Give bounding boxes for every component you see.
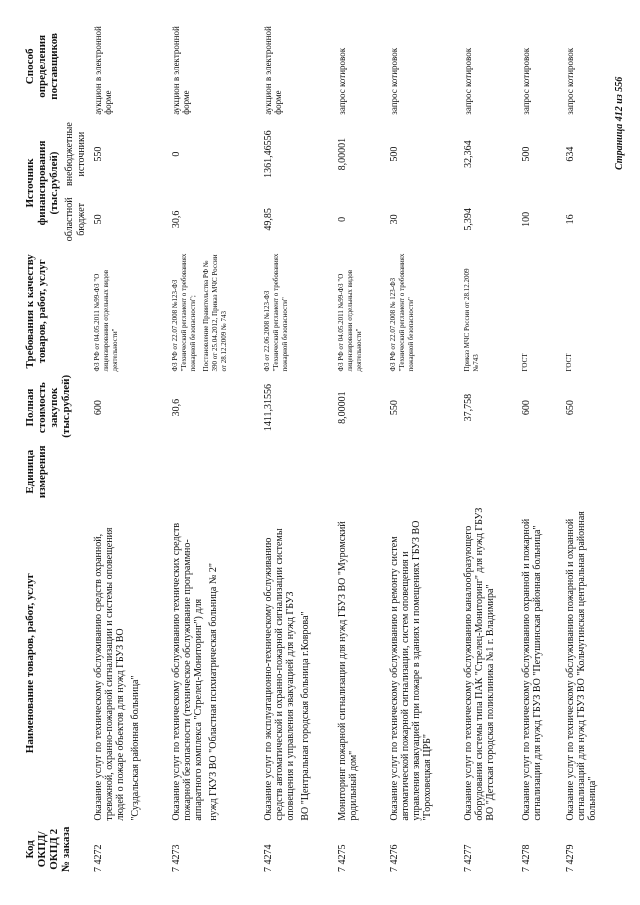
table-row [260, 15, 334, 875]
item-name: Оказание услуг по техническому обслуживанию охранной и пожарной сигнализации для нужд ГБУЗ ВО "Петушинская районная больница" [521, 518, 543, 821]
total-cost: 600 [521, 400, 532, 416]
financing-extrabudget: 550 [93, 146, 104, 162]
item-name-cell [386, 503, 460, 824]
item-name: Оказание услуг по техническому обслуживанию и ремонту систем автоматической пожарной сигнализации, систем оповещения и управления эвакуацией при пожаре в зданиях и помещениях ГБУЗ ВО "Гороховецкая ЦРБ" [389, 520, 433, 821]
procurement-method: аукцион в электронной форме [171, 26, 191, 115]
procurement-method: запрос котировок [521, 47, 531, 115]
item-name: Оказание услуг по эксплуатационно-техническому обслуживанию средств автоматической и охранно-пожарной сигнализации системы оповещения и управления эвакуацией для нужд ГБУЗ [263, 528, 296, 821]
requirements: Приказ МЧС России от 28.12.2009 №743 [463, 268, 480, 372]
financing-regional: 49,85 [263, 208, 274, 231]
order-code: 7 4274 [263, 844, 274, 872]
financing-regional: 50 [93, 214, 104, 225]
financing-extrabudget: 32,364 [463, 140, 474, 168]
header-cost: Полная стоимость закупок (тыс.рублей) [24, 374, 72, 438]
financing-extrabudget: 1361,46556 [263, 130, 274, 178]
item-name-cell [334, 503, 386, 824]
financing-regional: 30 [389, 214, 400, 225]
table-row [386, 15, 460, 875]
total-cost: 30,6 [171, 398, 182, 417]
total-cost: 600 [93, 400, 104, 416]
financing-regional: 30,6 [171, 210, 182, 229]
item-customer: нужд ГКУЗ ВО "Областная психиатрическая больница № 2" [208, 563, 219, 821]
financing-extrabudget: 500 [521, 146, 532, 162]
requirements: ФЗ РФ от 04.05.2011 №99-ФЗ "О лицензировании отдельных видов деятельности" [337, 269, 363, 372]
requirements: ФЗ РФ от 04.05.2011 №99-ФЗ "О лицензировании отдельных видов деятельности" [93, 269, 119, 372]
procurement-method: запрос котировок [463, 47, 473, 115]
requirements-cell [260, 248, 334, 374]
order-code: 7 4278 [521, 844, 532, 872]
order-code: 7 4276 [389, 844, 400, 872]
header-financing-extrabudget: внебюджетные источники [64, 122, 87, 186]
unit [562, 441, 606, 503]
table-row [562, 15, 606, 875]
total-cost: 1411,31556 [263, 384, 274, 432]
requirements: ФЗ РФ от 22.07.2008 №123-ФЗ "Технический регламент о требованиях пожарной безопасности"; [171, 253, 197, 372]
header-financing: Источник финансирования (тыс.рублей) [24, 140, 60, 226]
financing-extrabudget: 8,00001 [337, 137, 348, 171]
item-name-cell [168, 503, 260, 824]
item-customer: "Суздальская районная больница" [130, 675, 141, 821]
table-row [334, 15, 386, 875]
item-name: Оказание услуг по техническому обслуживанию каналообразующего оборудования системы типа ПАК "Стрелец-Мониторинг" для нужд ГБУЗ ВО "Детская городская поликлиника №1 г. Владимира" [463, 507, 496, 821]
requirements-cell [334, 248, 386, 374]
procurement-method: запрос котировок [389, 47, 399, 115]
procurement-method: аукцион в электронной форме [93, 26, 113, 115]
header-code: Код ОКПД/ ОКПД 2 № заказа [24, 826, 72, 872]
financing-extrabudget: 500 [389, 146, 400, 162]
requirements-cell [386, 248, 460, 374]
requirements: ГОСТ [521, 353, 529, 372]
order-code: 7 4277 [463, 844, 474, 872]
table-row [460, 15, 518, 875]
order-code: 7 4273 [171, 844, 182, 872]
financing-regional: 5,394 [463, 208, 474, 231]
order-code: 7 4272 [93, 844, 104, 872]
financing-regional: 16 [565, 214, 576, 225]
requirements: ФЗ РФ от 22.07.2008 № 123-ФЗ "Технический регламент о требованиях пожарной безопасности" [389, 253, 415, 372]
requirements-cell [518, 248, 562, 374]
requirements: ГОСТ [565, 353, 573, 372]
item-name-cell [562, 503, 606, 824]
total-cost: 550 [389, 400, 400, 416]
total-cost: 8,00001 [337, 391, 348, 424]
table-row [168, 15, 260, 875]
order-code: 7 4275 [337, 844, 348, 872]
procurement-method: запрос котировок [565, 47, 575, 115]
item-name: Оказание услуг по техническому обслуживанию пожарной и охранной сигнализаций для нужд ГБУЗ ВО "Кольчугинская центральная районная больница" [565, 511, 598, 821]
financing-regional: 0 [337, 216, 348, 222]
procurement-method: аукцион в электронной форме [263, 26, 283, 115]
table-row [90, 15, 168, 875]
requirements-cell [90, 248, 168, 374]
table-row [518, 15, 562, 875]
item-name-cell [460, 503, 518, 824]
page-number: Страница 412 из 556 [614, 76, 625, 170]
requirements-cell [562, 248, 606, 374]
item-name-cell [260, 503, 334, 824]
financing-regional: 100 [521, 211, 532, 227]
unit [334, 441, 386, 503]
header-unit: Единица измерения [24, 445, 48, 499]
total-cost: 37,758 [463, 393, 474, 422]
unit [168, 441, 260, 503]
order-code: 7 4279 [565, 844, 576, 872]
financing-extrabudget: 634 [565, 146, 576, 162]
total-cost: 650 [565, 400, 576, 416]
requirements-cell [460, 248, 518, 374]
table-body [90, 15, 606, 875]
unit [90, 441, 168, 503]
unit [460, 441, 518, 503]
item-name: Оказание услуг по техническому обслуживанию технических средств пожарной безопасности (техническое обслуживание программно-аппаратного комплекса "Стрелец-Мониторинг") для [171, 522, 204, 821]
header-name: Наименование товаров, работ, услуг [24, 573, 36, 754]
requirements-extra: Постановление Правительства РФ № 390 от 25.04.2012, Приказ МЧС России от 28.12.2009 № 743 [202, 254, 228, 372]
item-name-cell [90, 503, 168, 824]
unit [518, 441, 562, 503]
header-method: Способ определения поставщиков [24, 33, 60, 100]
item-name: Оказание услуг по техническому обслуживанию средств охранной, тревожной, охранно-пожарной сигнализации и системы оповещения людей о пожаре объектов для нужд ГБУЗ ВО [93, 527, 126, 821]
item-customer: ВО "Центральная городская больница г.Коврова" [300, 611, 311, 821]
requirements: ФЗ от 22.06.2008 №123-ФЗ "Технический регламент о требованиях пожарной безопасности" [263, 253, 289, 372]
unit [386, 441, 460, 503]
unit [260, 441, 334, 503]
requirements-cell [168, 248, 260, 374]
item-name-cell [518, 503, 562, 824]
header-financing-regional: областной бюджет [64, 197, 87, 242]
header-requirements: Требования к качеству товаров, работ, услуг [24, 254, 48, 369]
procurement-method: запрос котировок [337, 47, 347, 115]
item-name: Мониторинг пожарной сигнализации для нужд ГБУЗ ВО "Муромский родильный дом" [337, 521, 359, 821]
procurement-table [22, 15, 606, 875]
financing-extrabudget: 0 [171, 151, 182, 157]
